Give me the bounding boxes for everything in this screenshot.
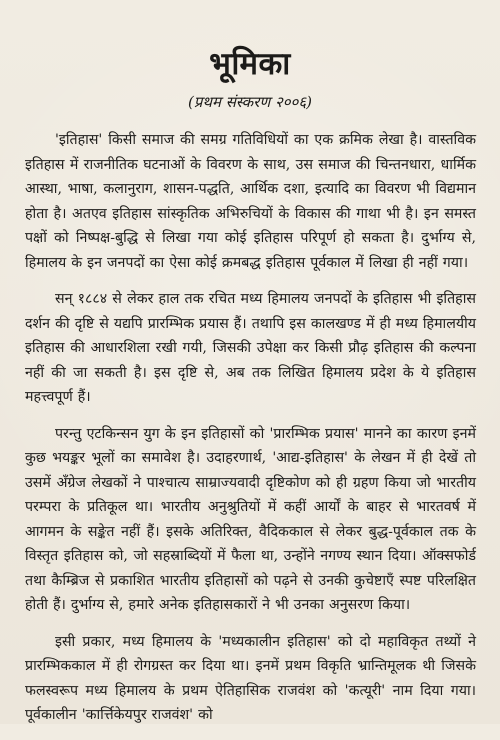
body-text — [25, 128, 476, 740]
paragraph: 'इतिहास' किसी समाज की समग्र गतिविधियों का एक क्रमिक लेखा है। वास्तविक इतिहास में राजनीतिक घटनाओं के विवरण के साथ, उस समाज की चिन्तनधारा, धार्मिक आस्था, भाषा, कलानुराग, शासन-पद्धति, आर्थिक दशा, इत्यादि का विवरण भी विद्यमान होता है। अतएव इतिहास सांस्कृतिक अभिरुचियों के विकास की गाथा भी है। इन समस्त पक्षों को निष्पक्ष-बुद्धि से लिखा गया कोई इतिहास परिपूर्ण हो सकता है। दुर्भाग्य से, हिमालय के इन जनपदों का ऐसा कोई क्रमबद्ध इतिहास पूर्वकाल में लिखा ही नहीं गया। — [25, 132, 476, 271]
page-subtitle: (प्रथम संस्करण २००६) — [187, 93, 312, 111]
paragraph: परन्तु एटकिन्सन युग के इन इतिहासों को 'प्रारम्भिक प्रयास' मानने का कारण इनमें कुछ भयङ्कर भूलों का समावेश है। उदाहरणार्थ, 'आद्य-इतिहास' के लेखन में ही देखें तो उसमें अँग्रेज लेखकों ने पाश्चात्य साम्राज्यवादी दृष्टिकोण को ही ग्रहण किया जो भारतीय परम्परा के प्रतिकूल था। भारतीय अनुश्रुतियों में कहीं आर्यों के बाहर से भारतवर्ष में आगमन के सङ्केत नहीं हैं। इसके अतिरिक्त, वैदिककाल से लेकर बुद्ध-पूर्वकाल तक के विस्तृत इतिहास को, जो सहस्राब्दियों में फैला था, उन्होंने नगण्य स्थान दिया। ऑक्सफोर्ड तथा कैम्ब्रिज से प्रकाशित भारतीय इतिहासों को पढ़ने से उनकी कुचेष्टाएँ स्पष्ट परिलक्षित होती हैं। दुर्भाग्य से, हमारे अनेक इतिहासकारों ने भी उनका अनुसरण किया। — [25, 425, 476, 613]
paragraph: इसी प्रकार, मध्य हिमालय के 'मध्यकालीन इतिहास' को दो महाविकृत तथ्यों ने प्रारम्भिककाल में ही रोगग्रस्त कर दिया था। इनमें प्रथम विकृति भ्रान्तिमूलक थी जिसके फलस्वरूप मध्य हिमालय के प्रथम ऐतिहासिक राजवंश को 'कत्यूरी' नाम दिया गया। पूर्वकालीन 'कार्त्तिकेयपुर राजवंश' को — [25, 633, 476, 723]
paragraph: सन् १८८४ से लेकर हाल तक रचित मध्य हिमालय जनपदों के इतिहास भी इतिहास दर्शन की दृष्टि से यद्यपि प्रारम्भिक प्रयास हैं। तथापि इस कालखण्ड में ही मध्य हिमालयीय इतिहास की आधारशिला रखी गयी, जिसकी उपेक्षा कर किसी प्रौढ़ इतिहास की कल्पना नहीं की जा सकती है। इस दृष्टि से, अब तक लिखित हिमालय प्रदेश के ये इतिहास महत्त्वपूर्ण हैं। — [25, 291, 476, 405]
page-title: भूमिका — [209, 46, 291, 82]
